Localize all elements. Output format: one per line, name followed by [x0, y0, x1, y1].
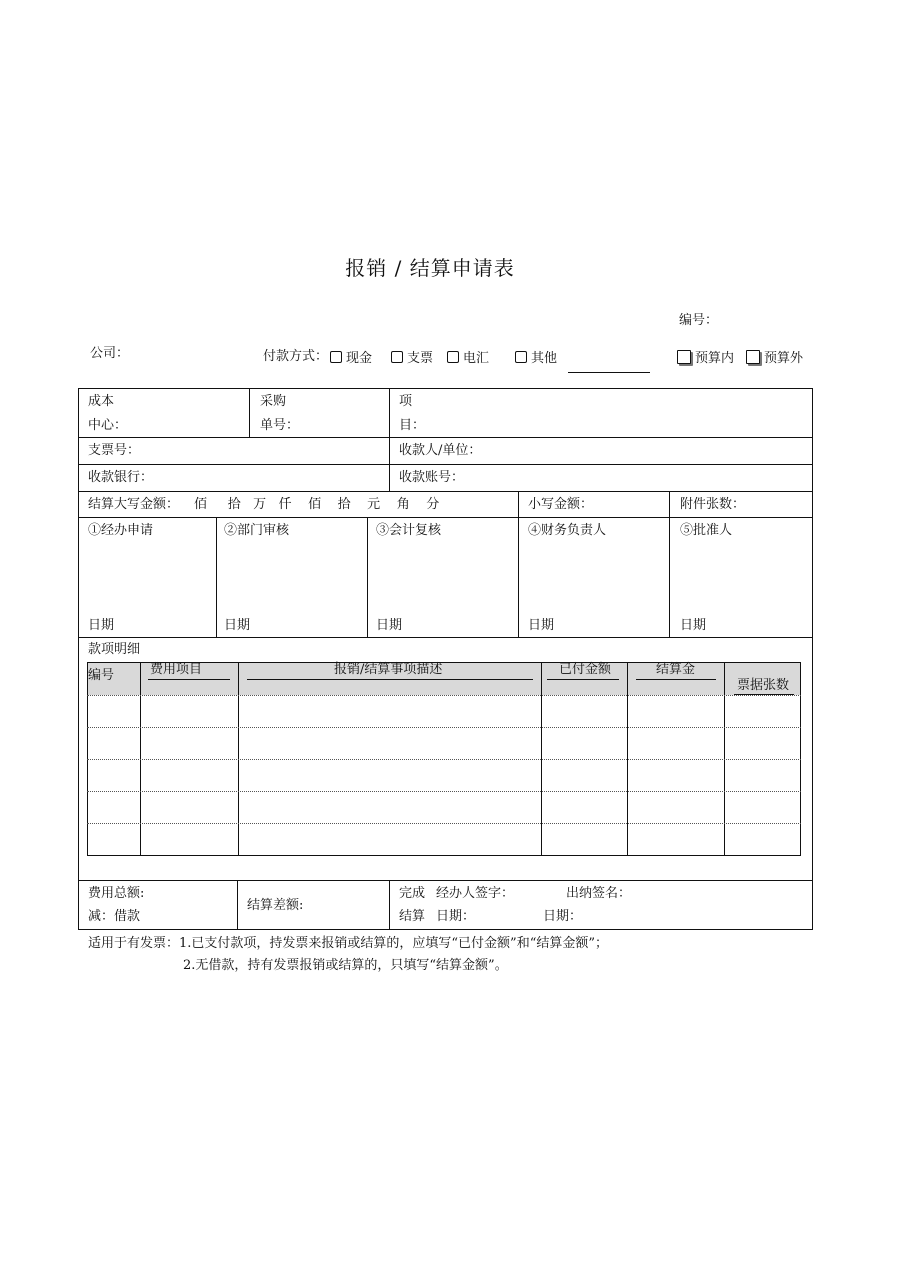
col-divider: [367, 517, 368, 637]
header-underline: [247, 679, 533, 680]
header-underline: [547, 679, 619, 680]
approval-approver: ⑤批准人: [680, 523, 733, 538]
approval-finance-head: ④财务负责人: [528, 523, 607, 538]
amount-upper-label: 结算大写金额：: [88, 497, 180, 512]
col-header-settlement: 结算金: [656, 662, 696, 677]
check-number-label: 支票号：: [88, 443, 141, 458]
cost-center-label-2: 中心：: [88, 418, 128, 433]
checkbox-icon[interactable]: [746, 350, 760, 364]
payment-option-cash[interactable]: 现金: [330, 351, 372, 367]
row-divider: [78, 437, 813, 438]
approval-date: 日期: [528, 618, 555, 633]
approval-date: 日期: [680, 618, 707, 633]
table-row-line: [87, 791, 801, 792]
approval-applicant: ①经办申请: [88, 523, 154, 538]
col-divider: [216, 517, 217, 637]
approval-date: 日期: [376, 618, 403, 633]
note-line-1: 适用于有发票：1.已支付款项，持发票来报销或结算的，应填写“已付金额”和“结算金额”；: [88, 936, 608, 951]
col-header-description: 报销/结算事项描述: [334, 662, 443, 677]
checkbox-icon[interactable]: [447, 351, 459, 363]
handler-date-label: 日期：: [436, 909, 476, 924]
settle-label: 结算: [399, 909, 426, 924]
col-divider: [389, 880, 390, 930]
checkbox-icon[interactable]: [330, 351, 342, 363]
col-divider: [518, 491, 519, 637]
amount-units: 佰 拾 万 仟 佰 拾 元 角 分: [194, 497, 440, 512]
checkbox-icon[interactable]: [677, 350, 691, 364]
col-divider: [237, 880, 238, 930]
attachments-label: 附件张数：: [680, 497, 746, 512]
bank-label: 收款银行：: [88, 470, 154, 485]
approval-accounting: ③会计复核: [376, 523, 442, 538]
col-divider: [669, 491, 670, 637]
other-blank-line[interactable]: [568, 372, 650, 373]
budget-inside-option[interactable]: 预算内: [677, 350, 734, 367]
cashier-date-label: 日期：: [543, 909, 583, 924]
cost-center-label: 成本: [88, 394, 115, 409]
checkbox-icon[interactable]: [515, 351, 527, 363]
col-divider: [389, 388, 390, 491]
table-row-line: [87, 695, 801, 696]
project-label-2: 目：: [399, 418, 426, 433]
table-row-line: [87, 759, 801, 760]
table-row-line: [87, 823, 801, 824]
payment-option-wire[interactable]: 电汇: [447, 351, 489, 367]
account-label: 收款账号：: [399, 470, 465, 485]
total-expense-label: 费用总额:: [88, 886, 145, 901]
settlement-difference-label: 结算差额:: [247, 898, 304, 913]
form-title: 报销 / 结算申请表: [345, 256, 515, 280]
complete-label: 完成: [399, 886, 426, 901]
minus-loan-label: 减：借款: [88, 909, 141, 924]
payment-option-check[interactable]: 支票: [391, 351, 433, 367]
purchase-no-label-2: 单号：: [260, 418, 300, 433]
col-header-expense-item: 费用项目: [150, 662, 203, 677]
amount-lower-label: 小写金额：: [528, 497, 594, 512]
approval-department: ②部门审核: [224, 523, 290, 538]
cashier-sign-label: 出纳签名：: [566, 886, 632, 901]
payment-method-label: 付款方式：: [263, 349, 329, 364]
handler-sign-label: 经办人签字：: [436, 886, 515, 901]
payment-option-other[interactable]: 其他: [515, 351, 557, 367]
row-divider: [78, 491, 813, 492]
note-line-2: 2.无借款，持有发票报销或结算的，只填写“结算金额”。: [183, 958, 508, 973]
col-header-paid-amount: 已付金额: [559, 662, 612, 677]
col-header-number: 编号: [88, 668, 115, 683]
row-divider: [78, 464, 813, 465]
project-label: 项: [399, 394, 413, 409]
approval-date: 日期: [88, 618, 115, 633]
col-header-receipt-count: 票据张数: [737, 678, 790, 693]
table-row-line: [87, 727, 801, 728]
approval-date: 日期: [224, 618, 251, 633]
details-label: 款项明细: [88, 642, 141, 657]
company-label: 公司：: [90, 346, 130, 361]
checkbox-icon[interactable]: [391, 351, 403, 363]
serial-number-label: 编号：: [679, 313, 719, 328]
header-underline: [636, 679, 716, 680]
header-underline: [148, 679, 230, 680]
col-divider: [249, 388, 250, 437]
row-divider: [78, 517, 813, 518]
payee-label: 收款人/单位：: [399, 443, 482, 458]
budget-outside-option[interactable]: 预算外: [746, 350, 803, 367]
row-divider: [78, 880, 813, 881]
row-divider: [78, 637, 813, 638]
purchase-no-label: 采购: [260, 394, 287, 409]
